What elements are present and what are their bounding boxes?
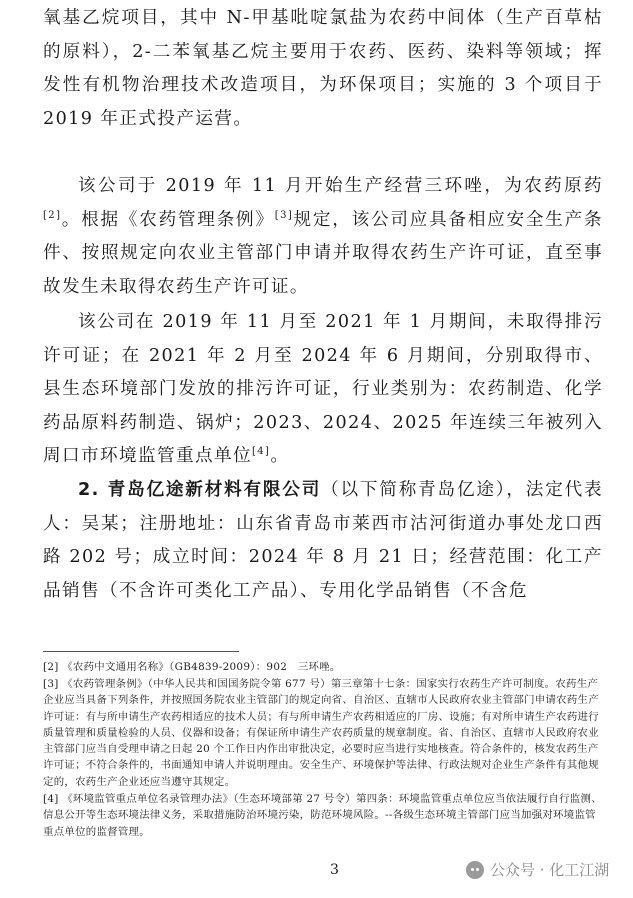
footnote-ref-3: [3] [274, 209, 294, 221]
footnote-text: [4] 《环境监管重点单位名录管理办法》（生态环境部第 27 号令）第四条：环境监管重点单位应当依法履行自行监测、信息公开等生态环境法律义务，采取措施防治环境污染，防范环境风险。--各级生态环境主管部门应当加强对环境监管重点单位的监督管理。 [43, 793, 602, 838]
paragraph-text: 。根据《农药管理条例》 [61, 209, 275, 230]
paragraph-pesticide-license [43, 170, 603, 304]
footnote-text: [2] 《农药中文通用名称》（GB4839-2009）：902 三环唑。 [43, 661, 341, 673]
footnote-2 [43, 659, 605, 675]
paragraph-text: （以下简称青岛亿途），法定代表人：吴某；注册地址：山东省青岛市莱西市沽河街道办事处龙口西路 202 号；成立时间：2024 年 8 月 21 日；经营范围：化工产品销售（不含许可类化工产品）、专用化学品销售（不含危 [43, 480, 603, 601]
paragraph-project-summary [43, 2, 603, 136]
wechat-icon [466, 861, 484, 879]
footnote-ref-4: [4] [251, 446, 271, 458]
page-number: 3 [330, 862, 339, 878]
paragraph-text: 氧基乙烷项目，其中 N-甲基吡啶氯盐为农药中间体（生产百草枯的原料），2-二苯氧基乙烷主要用于农药、医药、染料等领域；挥发性有机物治理技术改造项目，为环保项目；实施的 3 个项目于 2019 年正式投产运营。 [43, 8, 603, 129]
watermark-text: 公众号 · 化工江湖 [490, 861, 610, 879]
paragraph-text: 该公司在 2019 年 11 月至 2021 年 1 月期间，未取得排污许可证；在 2021 年 2 月至 2024 年 6 月期间，分别取得市、县生态环境部门发放的排污许可证，行业类别为：农药制造、化学药品原料药制造、锅炉；2023、2024、2025 年连续三年被列入周口市环境监管重点单位 [43, 312, 603, 466]
paragraph-text: 该公司于 2019 年 11 月开始生产经营三环唑，为农药原药 [78, 176, 603, 196]
watermark [466, 859, 609, 880]
paragraph-text: 规定，该公司应具备相应安全生产条件、按照规定向农业主管部门申请并取得农药生产许可证，直至事故发生未取得农药生产许可证。 [43, 209, 604, 297]
paragraph-text: 。 [270, 446, 290, 466]
section-heading: 2. 青岛亿途新材料有限公司 [78, 480, 322, 500]
footnote-4 [43, 791, 605, 840]
paragraph-company-qingdao [43, 474, 603, 608]
footnote-divider [43, 651, 239, 652]
footnote-3 [43, 676, 605, 790]
footnote-text: [3] 《农药管理条例》（中华人民共和国国务院令第 677 号）第三章第十七条：国家实行农药生产许可制度。农药生产企业应当具备下列条件，并按照国务院农业主管部门的规定向省、自治区、直辖市人民政府农业主管部门申请农药生产许可证：有与所申请生产农药相适应的技术人员；有与所申请生产农药相适应的厂房、设施；有对所申请生产农药进行质量管理和质量检验的人员、仪器和设备；有保证所申请生产农药质量的规章制度。省、自治区、直辖市人民政府农业主管部门应当自受理申请之日起 20 个工作日内作出审批决定，必要时应当进行实地核查。符合条件的，核发农药生产许可证；不符合条件的，书面通知申请人并说明理由。安全生产、环境保护等法律、行政法规对企业生产条件有其他规定的，农药生产企业还应当遵守其规定。 [43, 678, 599, 788]
paragraph-emission-permit [43, 306, 603, 474]
footnote-ref-2: [2] [43, 209, 62, 221]
